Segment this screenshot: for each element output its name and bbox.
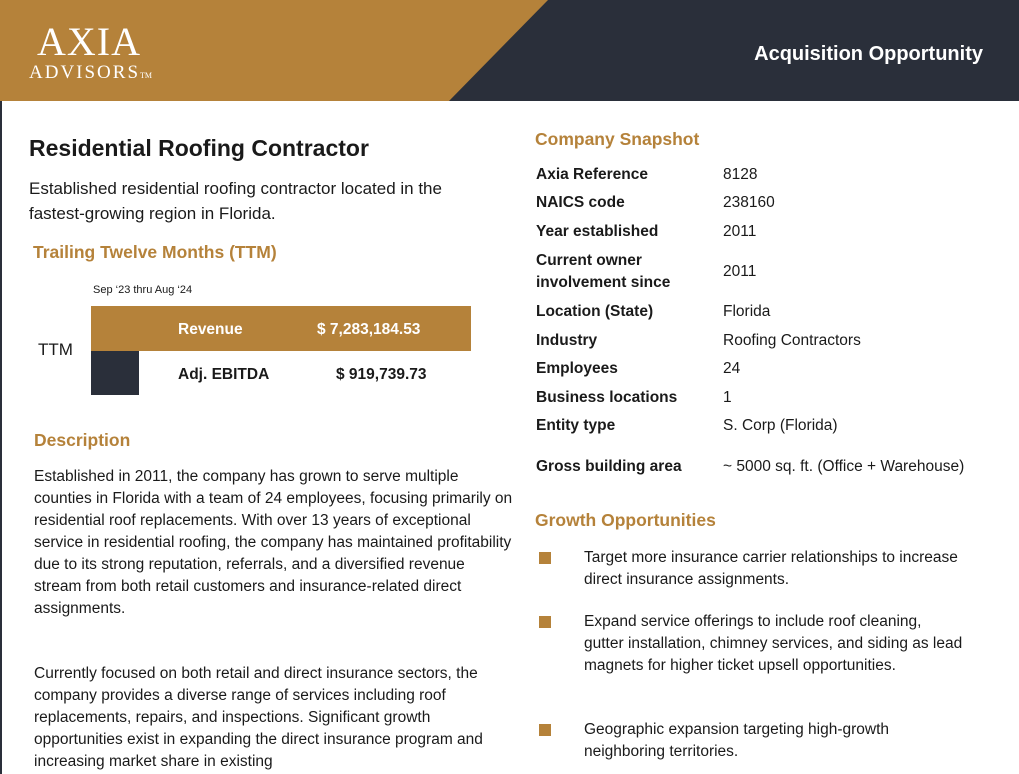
snapshot-key: Industry: [536, 332, 598, 349]
snapshot-value: Roofing Contractors: [723, 332, 861, 349]
description-paragraph-2: Currently focused on both retail and direct insurance sectors, the company provides a diverse range of services including roof replacements, repairs, and inspections. Significant growth opportunities exist in expanding the direct insurance program and increasing market share in existing: [34, 665, 483, 770]
snapshot-value: 2011: [723, 263, 757, 280]
snapshot-value: 1: [723, 389, 732, 406]
bullet-square-icon: [539, 724, 551, 736]
snapshot-key: Entity type: [536, 417, 616, 434]
description-paragraph-1: Established in 2011, the company has grown to serve multiple counties in Florida with a team of 24 employees, focusing primarily on residential roof replacements. With over 13 years of exceptional service in residential roofing, the company has maintained profitability due to its strong reputation, referrals, and a diversified revenue stream from both retail customers and insurance-related direct assignments.: [34, 468, 513, 617]
snapshot-value: 24: [723, 360, 741, 377]
snapshot-key: Axia Reference: [536, 166, 649, 183]
snapshot-value: 238160: [723, 194, 775, 211]
ttm-label: TTM: [38, 340, 73, 359]
header-title: Acquisition Opportunity: [754, 43, 983, 65]
snapshot-key: NAICS code: [536, 194, 625, 211]
ttm-period: Sep ‘23 thru Aug ‘24: [93, 284, 193, 296]
bullet-square-icon: [539, 616, 551, 628]
ebitda-value: $ 919,739.73: [336, 366, 427, 383]
ebitda-marker: [91, 351, 139, 395]
snapshot-key: Location (State): [536, 303, 654, 320]
growth-heading: Growth Opportunities: [535, 510, 716, 530]
growth-item: Target more insurance carrier relationships to increase direct insurance assignments.: [584, 549, 958, 588]
snapshot-value: ~ 5000 sq. ft. (Office + Warehouse): [723, 458, 965, 475]
ebitda-label: Adj. EBITDA: [178, 366, 270, 383]
growth-item: Expand service offerings to include roof cleaning, gutter installation, chimney services, and siding as lead magnets for higher ticket upsell opportunities.: [584, 613, 963, 674]
logo-wordmark: AXIA: [37, 19, 141, 64]
snapshot-value: S. Corp (Florida): [723, 417, 838, 434]
revenue-label: Revenue: [178, 321, 243, 338]
snapshot-key: Current owner involvement since: [536, 252, 671, 291]
snapshot-key: Business locations: [536, 389, 678, 406]
snapshot-key: Employees: [536, 360, 618, 377]
snapshot-value: Florida: [723, 303, 771, 320]
revenue-value: $ 7,283,184.53: [317, 321, 421, 338]
page-header: [0, 0, 1019, 101]
ttm-heading: Trailing Twelve Months (TTM): [33, 242, 277, 262]
snapshot-key: Gross building area: [536, 458, 682, 475]
description-heading: Description: [34, 430, 131, 450]
logo-subtitle: ADVISORSTM: [29, 62, 153, 83]
bullet-square-icon: [539, 552, 551, 564]
snapshot-value: 8128: [723, 166, 758, 183]
left-border: [0, 101, 2, 774]
growth-item: Geographic expansion targeting high-growth neighboring territories.: [584, 721, 890, 760]
trademark: TM: [140, 71, 153, 80]
snapshot-key: Year established: [536, 223, 659, 240]
page-subtitle: Established residential roofing contractor located in the fastest-growing region in Florida.: [29, 179, 442, 223]
snapshot-heading: Company Snapshot: [535, 129, 700, 149]
snapshot-value: 2011: [723, 223, 757, 240]
page-title: Residential Roofing Contractor: [29, 135, 369, 161]
